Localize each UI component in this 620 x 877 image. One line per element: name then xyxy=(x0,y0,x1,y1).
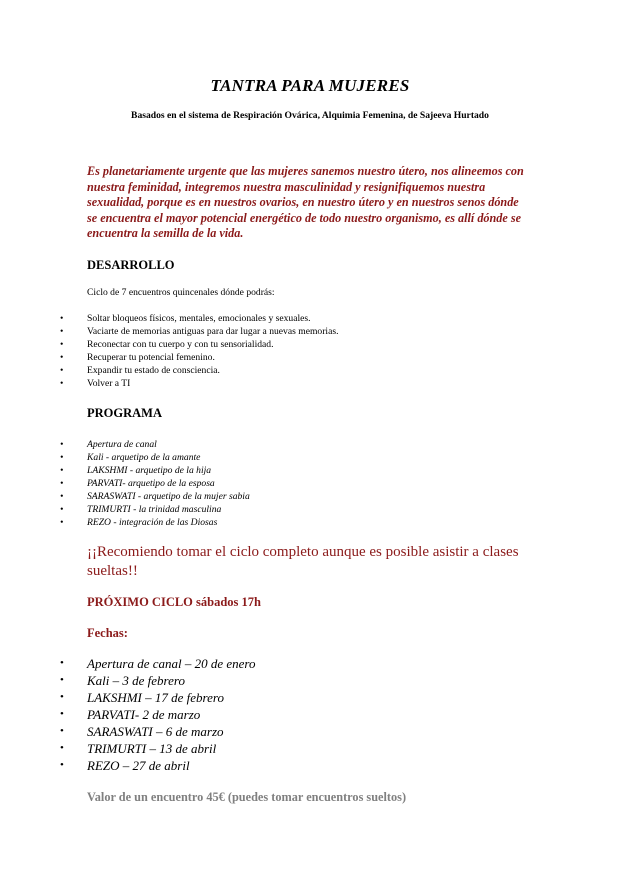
list-item: • SARASWATI – 6 de marzo xyxy=(60,724,224,739)
intro-paragraph: Es planetariamente urgente que las mujeres sanemos nuestro útero, nos alineemos con nuestra feminidad, integremos nuestra masculinidad y resignifiquemos nuestra sexualidad, porque es en nuestros ovarios, en nuestro útero y en nuestros senos dónde se encuentra el mayor potencial energético de todo nuestro organismo, es allí dónde se encuentra la semilla de la vida. xyxy=(87,164,524,240)
dates-list xyxy=(0,655,255,774)
bullet-icon: • xyxy=(60,491,64,502)
list-item: • LAKSHMI - arquetipo de la hija xyxy=(60,465,212,476)
bullet-icon: • xyxy=(60,465,64,476)
page-title: TANTRA PARA MUJERES xyxy=(210,76,410,95)
dates-heading: Fechas: xyxy=(87,626,128,640)
list-item: • REZO - integración de las Diosas xyxy=(60,517,218,528)
list-item: • Vaciarte de memorias antiguas para dar lugar a nuevas memorias. xyxy=(60,326,339,337)
bullet-icon: • xyxy=(60,352,64,363)
list-item: • Recuperar tu potencial femenino. xyxy=(60,352,215,363)
list-item: • SARASWATI - arquetipo de la mujer sabia xyxy=(60,491,250,502)
list-item: • Apertura de canal xyxy=(60,439,157,450)
list-item: • Expandir tu estado de consciencia. xyxy=(60,365,220,376)
list-item: • Apertura de canal – 20 de enero xyxy=(60,656,256,671)
list-item: • Kali - arquetipo de la amante xyxy=(60,452,201,463)
list-item: • TRIMURTI - la trinidad masculina xyxy=(60,504,222,515)
bullet-icon: • xyxy=(60,365,64,376)
bullet-icon: • xyxy=(60,313,64,324)
list-item: • PARVATI- 2 de marzo xyxy=(60,707,201,722)
list-item: • Kali – 3 de febrero xyxy=(60,673,185,688)
desarrollo-heading: DESARROLLO xyxy=(87,258,175,272)
bullet-icon: • xyxy=(60,339,64,350)
bullet-icon: • xyxy=(60,708,64,720)
recommendation-text: ¡¡Recomiendo tomar el ciclo completo aunque es posible asistir a clases sueltas!! xyxy=(87,544,519,579)
bullet-icon: • xyxy=(60,674,64,686)
bullet-icon: • xyxy=(60,742,64,754)
bullet-icon: • xyxy=(60,478,64,489)
price-text: Valor de un encuentro 45€ (puedes tomar encuentros sueltos) xyxy=(87,790,407,804)
list-item: • Soltar bloqueos físicos, mentales, emocionales y sexuales. xyxy=(60,313,311,324)
bullet-icon: • xyxy=(60,691,64,703)
list-item: • REZO – 27 de abril xyxy=(60,758,190,773)
list-item: • Volver a TI xyxy=(60,378,131,389)
list-item: • TRIMURTI – 13 de abril xyxy=(60,741,217,756)
bullet-icon: • xyxy=(60,657,64,669)
list-item: • LAKSHMI – 17 de febrero xyxy=(60,690,224,705)
bullet-icon: • xyxy=(60,378,64,389)
desarrollo-list xyxy=(0,312,338,390)
bullet-icon: • xyxy=(60,452,64,463)
programa-list xyxy=(0,438,250,529)
list-item: • Reconectar con tu cuerpo y con tu sensorialidad. xyxy=(60,339,274,350)
bullet-icon: • xyxy=(60,759,64,771)
bullet-icon: • xyxy=(60,725,64,737)
bullet-icon: • xyxy=(60,439,64,450)
bullet-icon: • xyxy=(60,504,64,515)
bullet-icon: • xyxy=(60,326,64,337)
list-item: • PARVATI- arquetipo de la esposa xyxy=(60,478,215,489)
bullet-icon: • xyxy=(60,517,64,528)
programa-heading: PROGRAMA xyxy=(87,406,162,420)
desarrollo-intro: Ciclo de 7 encuentros quincenales dónde podrás: xyxy=(87,287,275,298)
page-subtitle: Basados en el sistema de Respiración Ovárica, Alquimia Femenina, de Sajeeva Hurtado xyxy=(131,110,489,121)
next-cycle-heading: PRÓXIMO CICLO sábados 17h xyxy=(87,595,261,609)
